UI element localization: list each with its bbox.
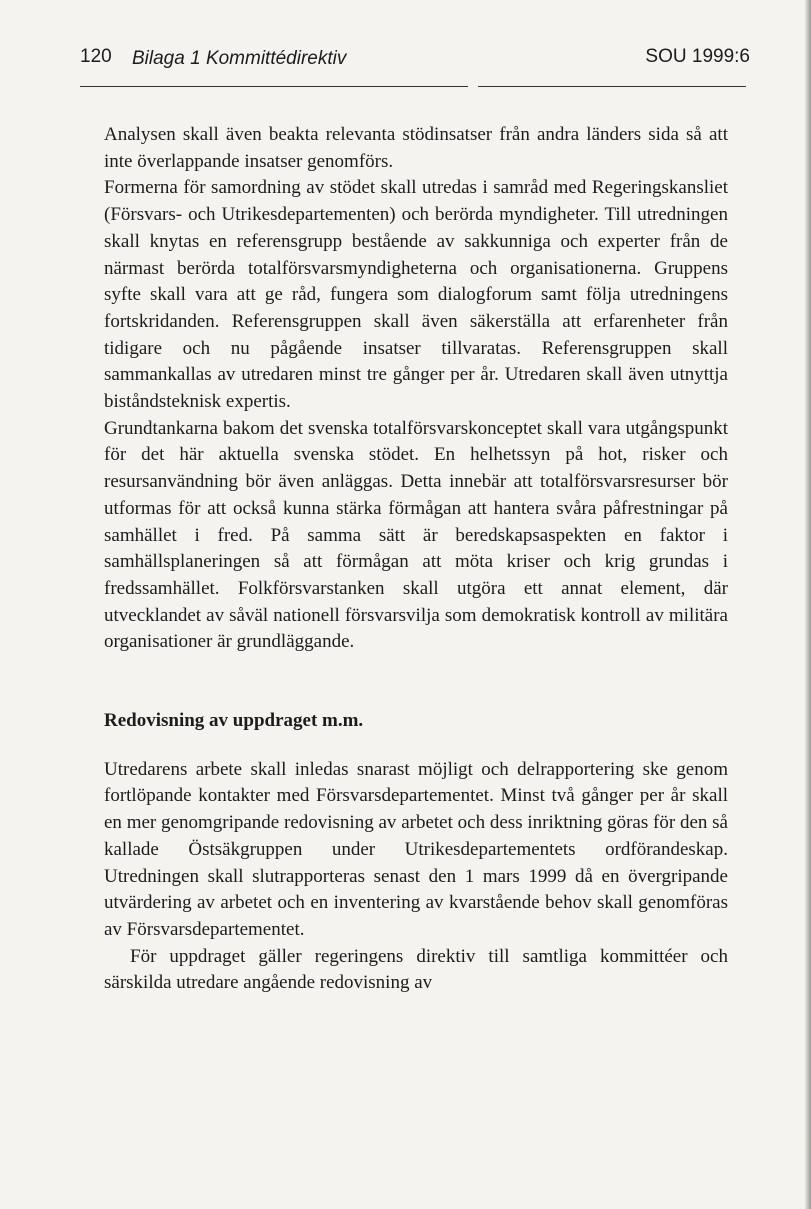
paragraph: Grundtankarna bakom det svenska totalförsvarskonceptet skall vara utgångspunkt för det här aktuella svenska stödet. En helhetssyn på hot, risker och resursanvändning bör även anläggas. Detta innebär att totalförsvarsresurser bör utformas för att också kunna stärka förmågan att hantera svåra påfrestningar på samhället i fred. På samma sätt är beredskapsaspekten en faktor i samhällsplaneringen så att förmågan att möta kriser och krig grundas i fredssamhället. Folkförsvarstanken skall utgöra ett annat element, där utvecklandet av såväl nationell försvarsvilja som demokratisk kontroll av militära organisationer är grundläggande.	[104, 417, 728, 653]
header-rule-left	[80, 86, 468, 87]
document-reference: SOU 1999:6	[645, 46, 750, 67]
running-title: Bilaga 1 Kommittédirektiv	[132, 48, 347, 69]
page-body	[104, 122, 728, 997]
page-number: 120	[80, 46, 112, 67]
paragraph: Formerna för samordning av stödet skall utredas i samråd med Regeringskansliet (Försvars- och Utrikesdepartementen) och berörda myndigheter. Till utredningen skall knytas en referensgrupp bestående av sakkunniga och experter från de närmast berörda totalförsvarsmyndigheterna och organisationerna. Gruppens syfte skall vara att ge råd, fungera som dialogforum samt följa utredningens fortskridanden. Referensgruppen skall även säkerställa att erfarenheter från tidigare och nu pågående insatser tillvaratas. Referensgruppen skall sammankallas av utredaren minst tre gånger per år. Utredaren skall även utnyttja biståndsteknisk expertis.	[104, 177, 728, 413]
paragraph: Utredarens arbete skall inledas snarast möjligt och delrapportering ske genom fortlöpande kontakter med Försvarsdepartementet. Minst två gånger per år skall en mer genomgripande redovisning av arbetet och dess inriktning göras för den så kallade Östsäkgruppen under Utrikesdepartementets ordförandeskap. Utredningen skall slutrapporteras senast den 1 mars 1999 då en övergripande utvärdering av arbetet och en inventering av kvarstående behov skall genomföras av Försvarsdepartementet.	[104, 758, 728, 940]
header-rule-right	[478, 86, 746, 87]
page-edge-shadow	[805, 0, 811, 1209]
section-heading: Redovisning av uppdraget m.m.	[104, 710, 364, 732]
paragraph: För uppdraget gäller regeringens direktiv till samtliga kommittéer och särskilda utredare angående redovisning av	[104, 945, 728, 994]
page-header	[80, 42, 750, 82]
paragraph: Analysen skall även beakta relevanta stödinsatser från andra länders sida så att inte överlappande insatser genomförs.	[104, 124, 728, 172]
